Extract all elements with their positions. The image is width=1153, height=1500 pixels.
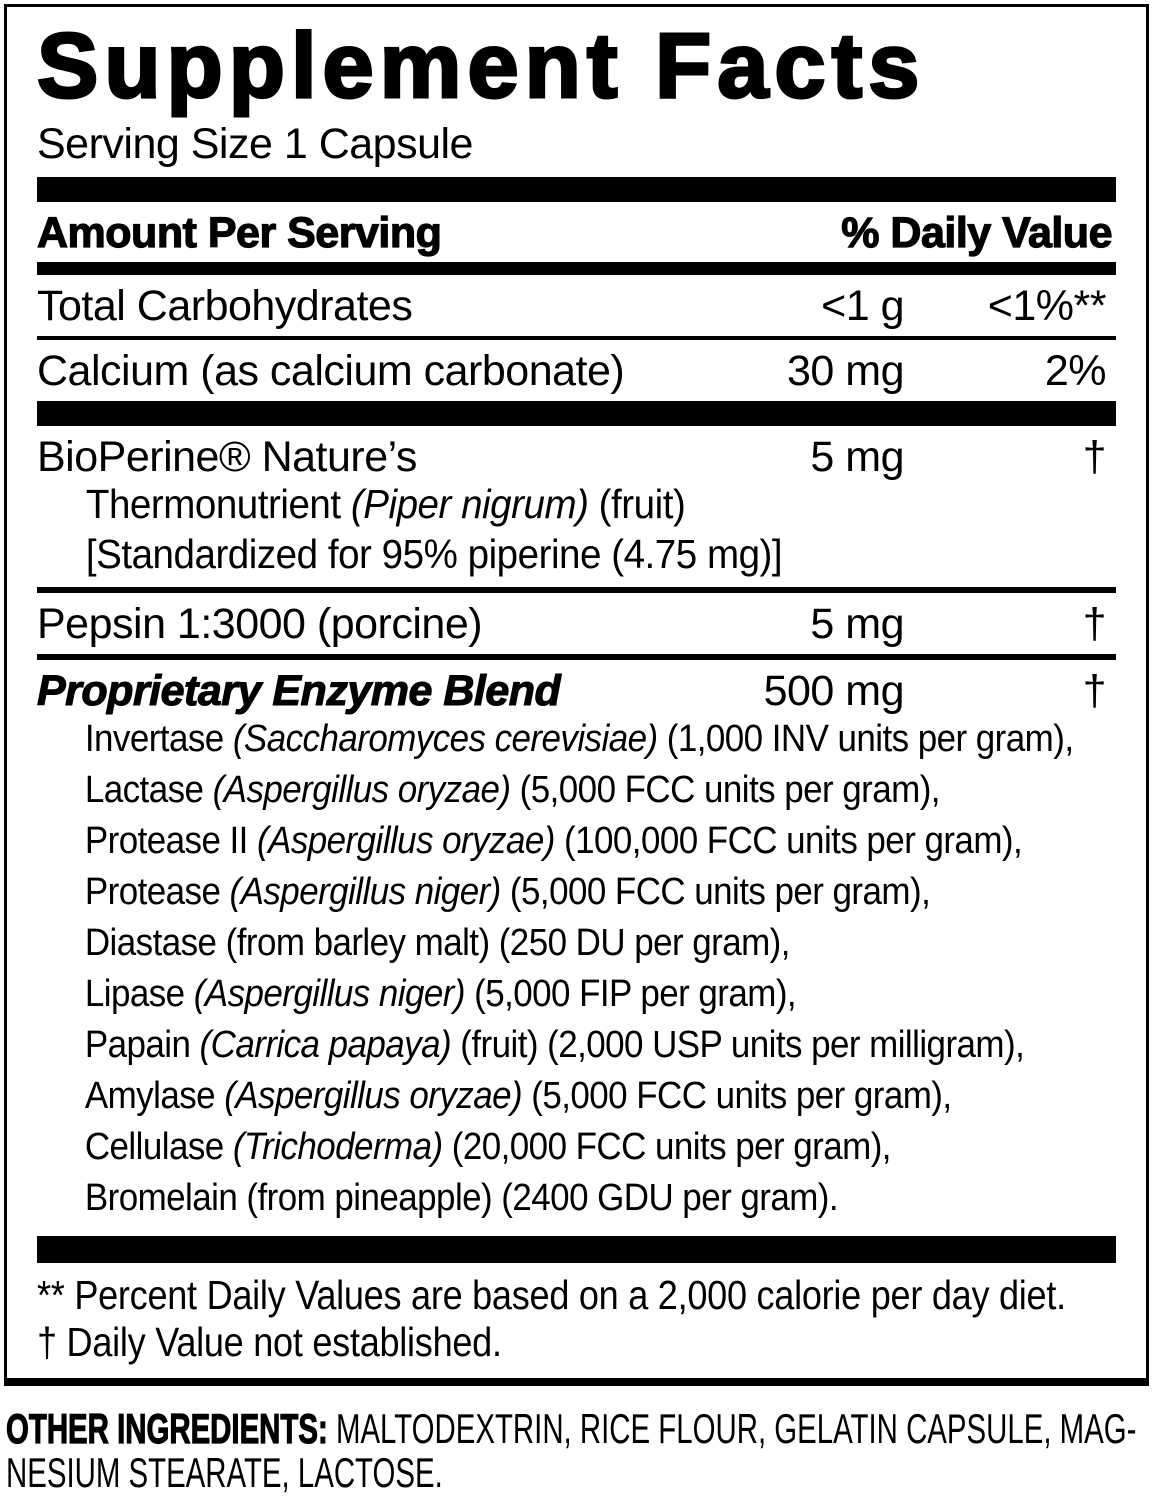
other-ingredients-line1: MALTODEXTRIN, RICE FLOUR, GELATIN CAPSULE, MAG-	[327, 1405, 1137, 1452]
nutrient-amount: 30 mg	[786, 347, 904, 395]
ingredient-text: (20,000 FCC units per gram),	[442, 1126, 891, 1168]
separator-bar-header	[37, 262, 1116, 275]
separator-bar-middle	[37, 401, 1116, 426]
daily-value-footnote: ** Percent Daily Values are based on a 2,000 calorie per day diet.	[37, 1272, 1066, 1318]
footnotes	[37, 1272, 1116, 1366]
description-text: (fruit)	[588, 481, 686, 527]
blend-ingredient	[37, 1020, 1116, 1071]
nutrient-amount: <1 g	[821, 282, 904, 330]
other-ingredients-line2: NESIUM STEARATE, LACTOSE.	[6, 1449, 443, 1496]
species-name: (Trichoderma)	[232, 1126, 443, 1168]
other-ingredients	[6, 1407, 1153, 1495]
nutrient-row-carbohydrates	[37, 275, 1116, 336]
species-name: (Aspergillus niger)	[193, 973, 465, 1015]
blend-ingredient	[37, 867, 1116, 918]
dagger-footnote: † Daily Value not established.	[37, 1319, 502, 1365]
blend-ingredient	[37, 1173, 1116, 1224]
ingredient-text: (5,000 FCC units per gram),	[510, 769, 940, 811]
nutrient-name: Proprietary Enzyme Blend	[37, 667, 561, 715]
species-name: (Aspergillus oryzae)	[224, 1075, 523, 1117]
blend-ingredient	[37, 1071, 1116, 1122]
bioperine-standardization-line: [Standardized for 95% piperine (4.75 mg)]	[85, 531, 783, 577]
nutrient-row-bioperine	[37, 426, 1116, 587]
blend-ingredient	[37, 765, 1116, 816]
nutrient-dv: 2%	[1044, 347, 1106, 395]
ingredient-text: Lipase	[84, 973, 194, 1015]
blend-ingredient	[37, 714, 1116, 765]
nutrient-dv: <1%**	[987, 282, 1106, 330]
nutrient-dv: †	[1082, 600, 1106, 648]
other-ingredients-label: OTHER INGREDIENTS:	[6, 1405, 328, 1452]
nutrient-name: Calcium (as calcium carbonate)	[37, 347, 625, 395]
nutrient-amount: 5 mg	[810, 600, 904, 648]
nutrient-dv: †	[1082, 667, 1106, 715]
serving-size: Serving Size 1 Capsule	[37, 120, 473, 168]
ingredient-text: Invertase	[84, 718, 233, 760]
blend-ingredient	[37, 816, 1116, 867]
nutrient-row-calcium	[37, 340, 1116, 401]
nutrient-name: BioPerine® Nature’s	[37, 433, 417, 481]
species-name: (Aspergillus niger)	[229, 871, 501, 913]
ingredient-text: (100,000 FCC units per gram),	[554, 820, 1023, 862]
blend-main-line	[37, 660, 1116, 713]
ingredient-text: (5,000 FIP per gram),	[464, 973, 797, 1015]
nutrient-amount: 5 mg	[810, 433, 904, 481]
ingredient-text: Lactase	[84, 769, 213, 811]
supplement-facts-panel	[4, 4, 1149, 1386]
bioperine-main-line	[37, 426, 1116, 479]
ingredient-text: (5,000 FCC units per gram),	[522, 1075, 952, 1117]
nutrient-row-pepsin	[37, 593, 1116, 654]
column-headers	[37, 202, 1116, 262]
ingredient-text: Protease	[84, 871, 230, 913]
separator-bar-bottom	[37, 1236, 1116, 1263]
ingredient-text: Cellulase	[84, 1126, 233, 1168]
ingredient-text: (fruit) (2,000 USP units per milligram),	[451, 1024, 1025, 1066]
ingredient-text: (5,000 FCC units per gram),	[500, 871, 931, 913]
ingredient-text: Papain	[84, 1024, 200, 1066]
separator-bar-top	[37, 177, 1116, 202]
ingredient-text: Diastase (from barley malt) (250 DU per gram),	[84, 922, 790, 964]
bioperine-description-line	[37, 479, 1112, 529]
species-name: (Aspergillus oryzae)	[212, 769, 511, 811]
blend-ingredient	[37, 918, 1116, 969]
amount-per-serving-header: Amount Per Serving	[37, 209, 442, 257]
nutrient-name: Total Carbohydrates	[37, 282, 413, 330]
supplement-label-page	[0, 4, 1153, 1500]
nutrient-name: Pepsin 1:3000 (porcine)	[37, 600, 483, 648]
nutrient-row-enzyme-blend	[37, 660, 1116, 1228]
ingredient-text: Amylase	[84, 1075, 225, 1117]
ingredient-text: Protease II	[84, 820, 257, 862]
description-text: Thermonutrient	[85, 481, 351, 527]
blend-ingredient	[37, 1122, 1116, 1173]
ingredient-text: Bromelain (from pineapple) (2400 GDU per gram).	[84, 1177, 839, 1219]
blend-ingredient-list	[37, 713, 1116, 1228]
daily-value-header: % Daily Value	[841, 209, 1112, 257]
species-name: (Piper nigrum)	[350, 481, 589, 527]
ingredient-text: (1,000 INV units per gram),	[657, 718, 1074, 760]
species-name: (Aspergillus oryzae)	[256, 820, 555, 862]
species-name: (Carrica papaya)	[199, 1024, 452, 1066]
species-name: (Saccharomyces cerevisiae)	[232, 718, 658, 760]
blend-ingredient	[37, 969, 1116, 1020]
facts-title: Supplement Facts	[37, 15, 926, 117]
nutrient-amount: 500 mg	[763, 667, 904, 715]
nutrient-dv: †	[1082, 433, 1106, 481]
